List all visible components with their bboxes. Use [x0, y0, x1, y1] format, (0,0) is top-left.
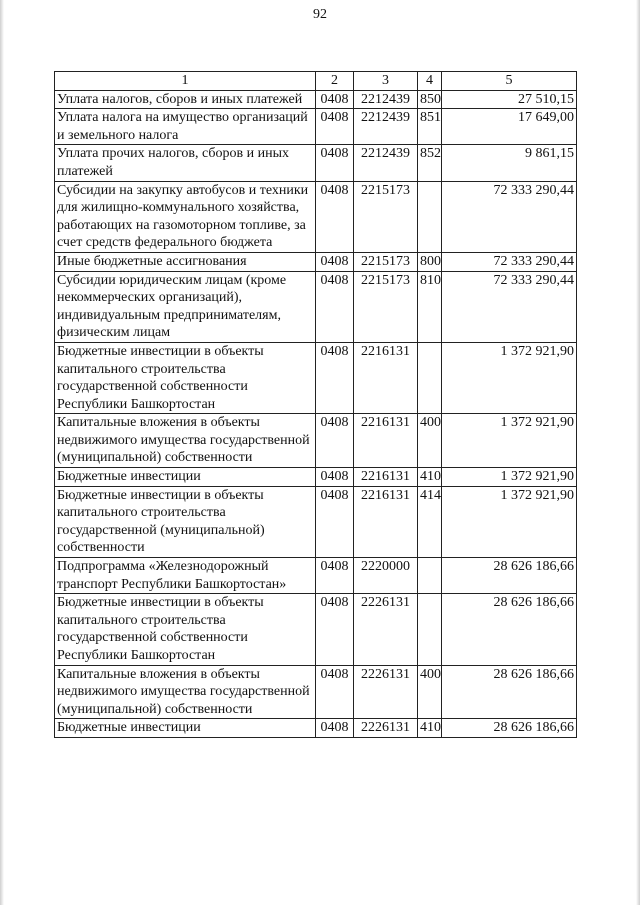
row-name-cell: Уплата прочих налогов, сборов и иных платежей — [55, 145, 316, 181]
row-section-cell: 0408 — [316, 90, 354, 109]
row-amount-cell: 72 333 290,44 — [442, 271, 577, 342]
header-col-name: 1 — [55, 72, 316, 91]
row-section-cell: 0408 — [316, 468, 354, 487]
row-section-cell: 0408 — [316, 252, 354, 271]
row-name-cell: Иные бюджетные ассигнования — [55, 252, 316, 271]
row-code-cell: 2212439 — [354, 109, 418, 145]
row-code-cell: 2216131 — [354, 468, 418, 487]
row-amount-cell: 28 626 186,66 — [442, 558, 577, 594]
row-name-cell: Бюджетные инвестиции в объекты капитального строительства государственной собственности Республики Башкортостан — [55, 342, 316, 413]
row-section-cell: 0408 — [316, 414, 354, 468]
row-name-cell: Уплата налога на имущество организаций и земельного налога — [55, 109, 316, 145]
row-code-cell: 2212439 — [354, 90, 418, 109]
row-amount-cell: 1 372 921,90 — [442, 414, 577, 468]
row-code-cell: 2215173 — [354, 181, 418, 252]
page-number: 92 — [313, 7, 327, 22]
row-amount-cell: 72 333 290,44 — [442, 181, 577, 252]
row-amount-cell: 28 626 186,66 — [442, 594, 577, 665]
row-amount-cell: 72 333 290,44 — [442, 252, 577, 271]
row-code-cell: 2216131 — [354, 486, 418, 557]
row-vr-cell — [418, 558, 442, 594]
table-row — [55, 486, 577, 557]
table-row — [55, 594, 577, 665]
row-code-cell: 2226131 — [354, 594, 418, 665]
row-vr-cell: 400 — [418, 414, 442, 468]
row-amount-cell: 1 372 921,90 — [442, 468, 577, 487]
row-name-cell: Субсидии юридическим лицам (кроме некоммерческих организаций), индивидуальным предпринимателям, физическим лицам — [55, 271, 316, 342]
header-col-section: 2 — [316, 72, 354, 91]
table-row — [55, 271, 577, 342]
row-section-cell: 0408 — [316, 665, 354, 719]
table-row — [55, 342, 577, 413]
row-amount-cell: 28 626 186,66 — [442, 665, 577, 719]
row-name-cell: Бюджетные инвестиции в объекты капитального строительства государственной (муниципальной) собственности — [55, 486, 316, 557]
row-section-cell: 0408 — [316, 342, 354, 413]
table-row — [55, 181, 577, 252]
table-row — [55, 109, 577, 145]
row-amount-cell: 1 372 921,90 — [442, 342, 577, 413]
row-code-cell: 2216131 — [354, 414, 418, 468]
row-vr-cell: 410 — [418, 468, 442, 487]
header-row — [55, 72, 577, 91]
row-name-cell: Подпрограмма «Железнодорожный транспорт Республики Башкортостан» — [55, 558, 316, 594]
row-code-cell: 2220000 — [354, 558, 418, 594]
row-vr-cell: 850 — [418, 90, 442, 109]
row-section-cell: 0408 — [316, 181, 354, 252]
scan-edge-right — [636, 0, 640, 905]
row-section-cell: 0408 — [316, 109, 354, 145]
budget-table-body — [55, 90, 577, 737]
row-amount-cell: 28 626 186,66 — [442, 719, 577, 738]
table-row — [55, 90, 577, 109]
header-col-code: 3 — [354, 72, 418, 91]
table-row — [55, 468, 577, 487]
row-vr-cell: 852 — [418, 145, 442, 181]
row-code-cell: 2226131 — [354, 665, 418, 719]
row-name-cell: Капитальные вложения в объекты недвижимого имущества государственной (муниципальной) собственности — [55, 665, 316, 719]
row-name-cell: Уплата налогов, сборов и иных платежей — [55, 90, 316, 109]
budget-table — [54, 71, 577, 738]
scan-edge-left — [0, 0, 4, 905]
row-section-cell: 0408 — [316, 145, 354, 181]
row-section-cell: 0408 — [316, 486, 354, 557]
row-name-cell: Бюджетные инвестиции — [55, 468, 316, 487]
row-vr-cell: 410 — [418, 719, 442, 738]
row-vr-cell — [418, 181, 442, 252]
row-vr-cell: 400 — [418, 665, 442, 719]
row-code-cell: 2216131 — [354, 342, 418, 413]
row-code-cell: 2215173 — [354, 271, 418, 342]
row-vr-cell — [418, 342, 442, 413]
budget-table-header — [55, 72, 577, 91]
row-amount-cell: 17 649,00 — [442, 109, 577, 145]
row-vr-cell: 851 — [418, 109, 442, 145]
row-section-cell: 0408 — [316, 719, 354, 738]
header-col-amount: 5 — [442, 72, 577, 91]
row-vr-cell: 810 — [418, 271, 442, 342]
row-name-cell: Субсидии на закупку автобусов и техники для жилищно-коммунального хозяйства, работающих на газомоторном топливе, за счет средств федерального бюджета — [55, 181, 316, 252]
row-section-cell: 0408 — [316, 558, 354, 594]
row-section-cell: 0408 — [316, 271, 354, 342]
row-code-cell: 2212439 — [354, 145, 418, 181]
table-row — [55, 558, 577, 594]
row-code-cell: 2226131 — [354, 719, 418, 738]
row-name-cell: Капитальные вложения в объекты недвижимого имущества государственной (муниципальной) собственности — [55, 414, 316, 468]
table-row — [55, 145, 577, 181]
row-name-cell: Бюджетные инвестиции — [55, 719, 316, 738]
row-name-cell: Бюджетные инвестиции в объекты капитального строительства государственной собственности Республики Башкортостан — [55, 594, 316, 665]
row-amount-cell: 1 372 921,90 — [442, 486, 577, 557]
table-row — [55, 252, 577, 271]
table-row — [55, 719, 577, 738]
row-section-cell: 0408 — [316, 594, 354, 665]
row-vr-cell: 414 — [418, 486, 442, 557]
table-row — [55, 665, 577, 719]
row-amount-cell: 9 861,15 — [442, 145, 577, 181]
row-amount-cell: 27 510,15 — [442, 90, 577, 109]
row-code-cell: 2215173 — [354, 252, 418, 271]
header-col-vr: 4 — [418, 72, 442, 91]
row-vr-cell: 800 — [418, 252, 442, 271]
table-row — [55, 414, 577, 468]
row-vr-cell — [418, 594, 442, 665]
